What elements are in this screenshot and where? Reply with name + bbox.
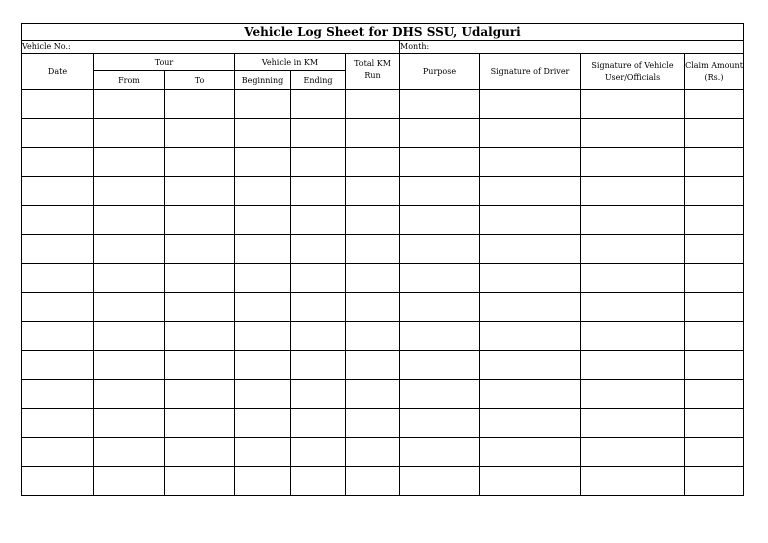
header-tour: Tour xyxy=(94,54,235,71)
cell-purpose[interactable] xyxy=(400,351,480,380)
cell-signature-user[interactable] xyxy=(581,351,685,380)
header-signature-driver: Signature of Driver xyxy=(480,54,581,90)
cell-claim-amount[interactable] xyxy=(685,380,744,409)
log-row xyxy=(22,148,744,177)
cell-signature-user[interactable] xyxy=(581,90,685,119)
cell-date[interactable] xyxy=(22,467,94,496)
cell-purpose[interactable] xyxy=(400,322,480,351)
cell-date[interactable] xyxy=(22,206,94,235)
cell-total-km-run[interactable] xyxy=(346,351,400,380)
cell-from[interactable] xyxy=(94,293,165,322)
cell-total-km-run[interactable] xyxy=(346,438,400,467)
cell-ending[interactable] xyxy=(291,380,346,409)
cell-claim-amount[interactable] xyxy=(685,264,744,293)
cell-date[interactable] xyxy=(22,409,94,438)
cell-purpose[interactable] xyxy=(400,148,480,177)
cell-ending[interactable] xyxy=(291,206,346,235)
cell-signature-driver[interactable] xyxy=(480,293,581,322)
cell-ending[interactable] xyxy=(291,235,346,264)
log-row xyxy=(22,380,744,409)
cell-from[interactable] xyxy=(94,119,165,148)
cell-to[interactable] xyxy=(165,148,235,177)
cell-total-km-run[interactable] xyxy=(346,293,400,322)
cell-beginning[interactable] xyxy=(235,322,291,351)
cell-beginning[interactable] xyxy=(235,264,291,293)
cell-signature-user[interactable] xyxy=(581,467,685,496)
log-row xyxy=(22,322,744,351)
cell-to[interactable] xyxy=(165,409,235,438)
cell-beginning[interactable] xyxy=(235,293,291,322)
log-row xyxy=(22,119,744,148)
cell-to[interactable] xyxy=(165,206,235,235)
cell-beginning[interactable] xyxy=(235,177,291,206)
cell-total-km-run[interactable] xyxy=(346,90,400,119)
cell-signature-driver[interactable] xyxy=(480,438,581,467)
cell-to[interactable] xyxy=(165,119,235,148)
cell-claim-amount[interactable] xyxy=(685,148,744,177)
cell-claim-amount[interactable] xyxy=(685,177,744,206)
cell-to[interactable] xyxy=(165,177,235,206)
cell-ending[interactable] xyxy=(291,438,346,467)
cell-beginning[interactable] xyxy=(235,438,291,467)
cell-claim-amount[interactable] xyxy=(685,90,744,119)
cell-claim-amount[interactable] xyxy=(685,409,744,438)
cell-date[interactable] xyxy=(22,380,94,409)
cell-date[interactable] xyxy=(22,90,94,119)
cell-date[interactable] xyxy=(22,293,94,322)
cell-from[interactable] xyxy=(94,90,165,119)
cell-signature-user[interactable] xyxy=(581,438,685,467)
cell-from[interactable] xyxy=(94,148,165,177)
log-row xyxy=(22,264,744,293)
cell-from[interactable] xyxy=(94,380,165,409)
cell-from[interactable] xyxy=(94,409,165,438)
cell-signature-user[interactable] xyxy=(581,322,685,351)
cell-ending[interactable] xyxy=(291,322,346,351)
cell-total-km-run[interactable] xyxy=(346,380,400,409)
cell-total-km-run[interactable] xyxy=(346,177,400,206)
cell-total-km-run[interactable] xyxy=(346,148,400,177)
cell-signature-driver[interactable] xyxy=(480,380,581,409)
cell-ending[interactable] xyxy=(291,409,346,438)
cell-purpose[interactable] xyxy=(400,467,480,496)
cell-total-km-run[interactable] xyxy=(346,119,400,148)
header-claim-amount: Claim Amount (Rs.) xyxy=(685,54,744,90)
cell-date[interactable] xyxy=(22,177,94,206)
cell-date[interactable] xyxy=(22,351,94,380)
cell-from[interactable] xyxy=(94,235,165,264)
cell-signature-driver[interactable] xyxy=(480,264,581,293)
cell-claim-amount[interactable] xyxy=(685,351,744,380)
cell-signature-user[interactable] xyxy=(581,293,685,322)
cell-total-km-run[interactable] xyxy=(346,322,400,351)
cell-from[interactable] xyxy=(94,351,165,380)
cell-total-km-run[interactable] xyxy=(346,409,400,438)
cell-signature-driver[interactable] xyxy=(480,322,581,351)
cell-claim-amount[interactable] xyxy=(685,293,744,322)
cell-date[interactable] xyxy=(22,264,94,293)
cell-purpose[interactable] xyxy=(400,177,480,206)
month-field[interactable]: Month: xyxy=(400,41,744,54)
cell-to[interactable] xyxy=(165,293,235,322)
cell-signature-user[interactable] xyxy=(581,409,685,438)
cell-from[interactable] xyxy=(94,467,165,496)
cell-purpose[interactable] xyxy=(400,409,480,438)
log-row xyxy=(22,293,744,322)
cell-signature-driver[interactable] xyxy=(480,206,581,235)
cell-beginning[interactable] xyxy=(235,235,291,264)
cell-purpose[interactable] xyxy=(400,264,480,293)
cell-signature-user[interactable] xyxy=(581,264,685,293)
cell-signature-driver[interactable] xyxy=(480,467,581,496)
cell-total-km-run[interactable] xyxy=(346,206,400,235)
cell-purpose[interactable] xyxy=(400,90,480,119)
cell-total-km-run[interactable] xyxy=(346,467,400,496)
cell-signature-driver[interactable] xyxy=(480,235,581,264)
log-row xyxy=(22,90,744,119)
vehicle-no-field[interactable]: Vehicle No.: xyxy=(22,41,400,54)
cell-from[interactable] xyxy=(94,438,165,467)
cell-beginning[interactable] xyxy=(235,467,291,496)
cell-ending[interactable] xyxy=(291,148,346,177)
cell-claim-amount[interactable] xyxy=(685,438,744,467)
cell-claim-amount[interactable] xyxy=(685,322,744,351)
cell-purpose[interactable] xyxy=(400,438,480,467)
cell-from[interactable] xyxy=(94,264,165,293)
cell-to[interactable] xyxy=(165,90,235,119)
header-from: From xyxy=(94,71,165,90)
cell-ending[interactable] xyxy=(291,467,346,496)
cell-from[interactable] xyxy=(94,322,165,351)
cell-signature-driver[interactable] xyxy=(480,409,581,438)
cell-to[interactable] xyxy=(165,264,235,293)
cell-to[interactable] xyxy=(165,380,235,409)
cell-signature-driver[interactable] xyxy=(480,90,581,119)
cell-date[interactable] xyxy=(22,119,94,148)
cell-signature-user[interactable] xyxy=(581,235,685,264)
header-to: To xyxy=(165,71,235,90)
header-beginning: Beginning xyxy=(235,71,291,90)
cell-ending[interactable] xyxy=(291,177,346,206)
header-purpose: Purpose xyxy=(400,54,480,90)
cell-date[interactable] xyxy=(22,235,94,264)
cell-purpose[interactable] xyxy=(400,380,480,409)
cell-signature-user[interactable] xyxy=(581,119,685,148)
cell-signature-driver[interactable] xyxy=(480,119,581,148)
cell-to[interactable] xyxy=(165,438,235,467)
cell-signature-user[interactable] xyxy=(581,148,685,177)
cell-signature-user[interactable] xyxy=(581,206,685,235)
cell-beginning[interactable] xyxy=(235,119,291,148)
cell-beginning[interactable] xyxy=(235,148,291,177)
cell-beginning[interactable] xyxy=(235,90,291,119)
cell-beginning[interactable] xyxy=(235,206,291,235)
vehicle-log-sheet-table xyxy=(21,23,744,496)
cell-ending[interactable] xyxy=(291,119,346,148)
cell-ending[interactable] xyxy=(291,90,346,119)
cell-ending[interactable] xyxy=(291,293,346,322)
cell-to[interactable] xyxy=(165,322,235,351)
header-vehicle-in-km: Vehicle in KM xyxy=(235,54,346,71)
cell-beginning[interactable] xyxy=(235,380,291,409)
cell-beginning[interactable] xyxy=(235,351,291,380)
cell-from[interactable] xyxy=(94,206,165,235)
log-row xyxy=(22,206,744,235)
log-row xyxy=(22,177,744,206)
log-row xyxy=(22,235,744,264)
cell-claim-amount[interactable] xyxy=(685,235,744,264)
cell-ending[interactable] xyxy=(291,264,346,293)
cell-date[interactable] xyxy=(22,438,94,467)
cell-total-km-run[interactable] xyxy=(346,264,400,293)
cell-claim-amount[interactable] xyxy=(685,206,744,235)
log-row xyxy=(22,351,744,380)
header-date: Date xyxy=(22,54,94,90)
cell-purpose[interactable] xyxy=(400,206,480,235)
cell-purpose[interactable] xyxy=(400,235,480,264)
cell-claim-amount[interactable] xyxy=(685,467,744,496)
cell-total-km-run[interactable] xyxy=(346,235,400,264)
cell-to[interactable] xyxy=(165,351,235,380)
cell-to[interactable] xyxy=(165,235,235,264)
cell-signature-user[interactable] xyxy=(581,177,685,206)
cell-beginning[interactable] xyxy=(235,409,291,438)
cell-date[interactable] xyxy=(22,322,94,351)
header-ending: Ending xyxy=(291,71,346,90)
header-signature-user: Signature of Vehicle User/Officials xyxy=(581,54,685,90)
cell-ending[interactable] xyxy=(291,351,346,380)
cell-purpose[interactable] xyxy=(400,293,480,322)
cell-to[interactable] xyxy=(165,467,235,496)
log-row xyxy=(22,467,744,496)
header-total-km-run: Total KM Run xyxy=(346,54,400,90)
cell-date[interactable] xyxy=(22,148,94,177)
cell-purpose[interactable] xyxy=(400,119,480,148)
cell-from[interactable] xyxy=(94,177,165,206)
cell-signature-driver[interactable] xyxy=(480,148,581,177)
cell-claim-amount[interactable] xyxy=(685,119,744,148)
cell-signature-driver[interactable] xyxy=(480,351,581,380)
sheet-title: Vehicle Log Sheet for DHS SSU, Udalguri xyxy=(22,24,744,41)
cell-signature-driver[interactable] xyxy=(480,177,581,206)
log-row xyxy=(22,409,744,438)
cell-signature-user[interactable] xyxy=(581,380,685,409)
log-row xyxy=(22,438,744,467)
